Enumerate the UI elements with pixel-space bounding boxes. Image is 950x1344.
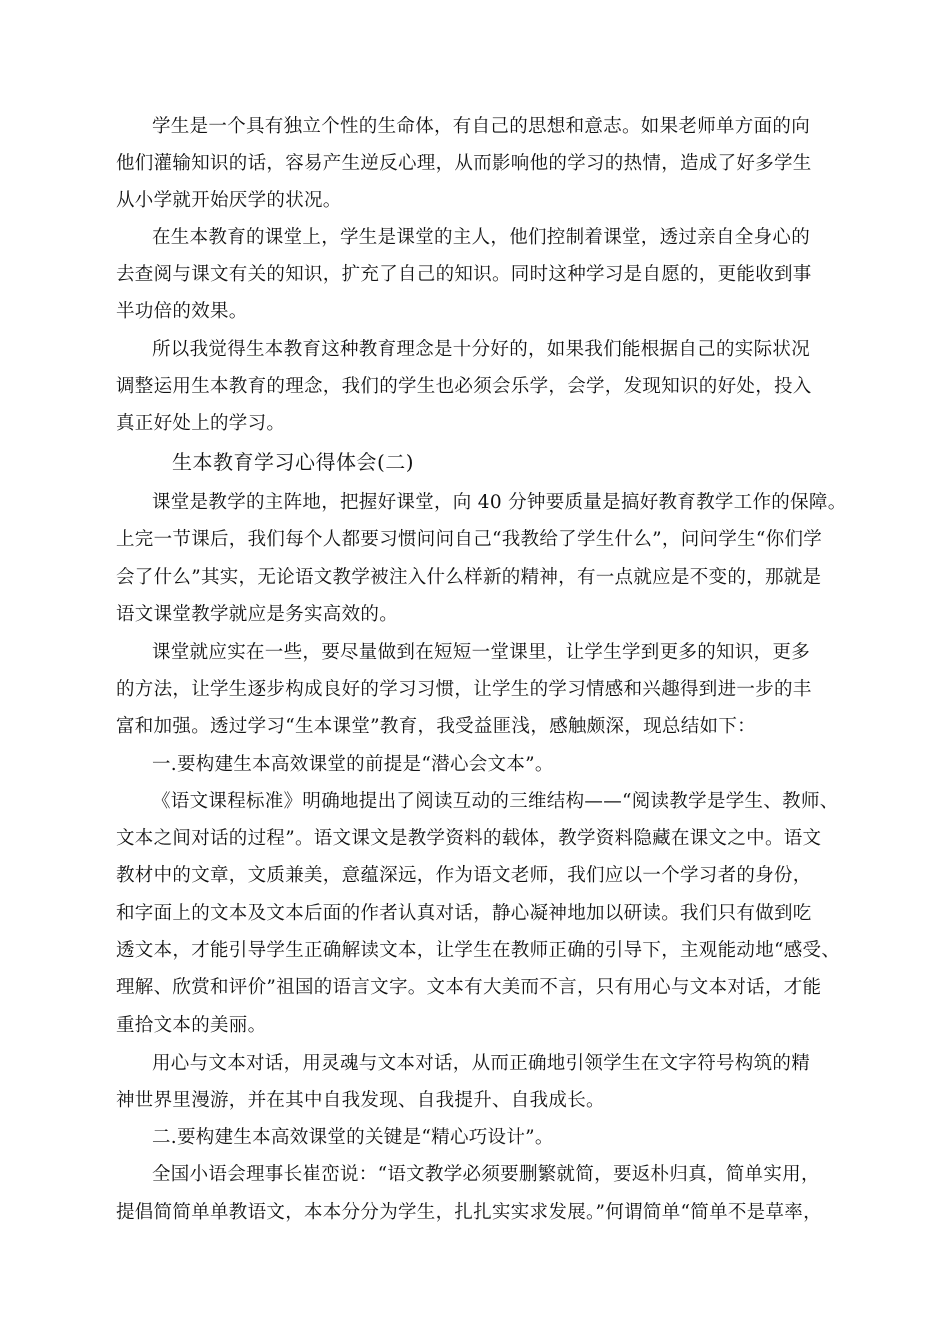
paragraph-line: 全国小语会理事长崔峦说：“语文教学必须要删繁就简，要返朴归真，简单实用， [152, 1164, 820, 1185]
paragraph-line: 学生是一个具有独立个性的生命体，有自己的思想和意志。如果老师单方面的向 [152, 116, 811, 137]
paragraph-line: 在生本教育的课堂上，学生是课堂的主人，他们控制着课堂，透过亲自全身心的 [152, 227, 811, 248]
paragraph-line: 《语文课程标准》明确地提出了阅读互动的三维结构——“阅读教学是学生、教师、 [152, 791, 839, 812]
paragraph-line: 语文课堂教学就应是务实高效的。 [116, 604, 399, 625]
paragraph-line: 提倡简简单单教语文，本本分分为学生，扎扎实实求发展。”何谓简单“简单不是草率， [116, 1202, 822, 1223]
paragraph-line: 富和加强。透过学习“生本课堂”教育，我受益匪浅，感触颇深，现总结如下： [116, 716, 756, 737]
paragraph-line: 用心与文本对话，用灵魂与文本对话，从而正确地引领学生在文字符号构筑的精 [152, 1053, 811, 1074]
paragraph-line: 透文本，才能引导学生正确解读文本，让学生在教师正确的引导下，主观能动地“感受、 [116, 940, 841, 961]
paragraph-line: 和字面上的文本及文本后面的作者认真对话，静心凝神地加以研读。我们只有做到吃 [116, 903, 812, 924]
paragraph-line: 的方法，让学生逐步构成良好的学习习惯，让学生的学习情感和兴趣得到进一步的丰 [116, 679, 812, 700]
paragraph-line: 会了什么”其实，无论语文教学被注入什么样新的精神，有一点就应是不变的，那就是 [116, 567, 822, 588]
paragraph-line: 所以我觉得生本教育这种教育理念是十分好的，如果我们能根据自己的实际状况 [152, 339, 811, 360]
paragraph-line: 他们灌输知识的话，容易产生逆反心理，从而影响他的学习的热情，造成了好多学生 [116, 153, 812, 174]
paragraph-line: 神世界里漫游，并在其中自我发现、自我提升、自我成长。 [116, 1090, 605, 1111]
paragraph-line: 真正好处上的学习。 [116, 413, 286, 434]
paragraph-line: 重拾文本的美丽。 [116, 1015, 267, 1036]
section-heading: 生本教育学习心得体会(二) [172, 450, 415, 474]
paragraph-line: 上完一节课后，我们每个人都要习惯问问自己“我教给了学生什么”，问问学生“你们学 [116, 529, 823, 550]
paragraph-line: 教材中的文章，文质兼美，意蕴深远，作为语文老师，我们应以一个学习者的身份， [116, 865, 812, 886]
paragraph-line: 课堂就应实在一些，要尽量做到在短短一堂课里，让学生学到更多的知识，更多 [152, 642, 811, 663]
paragraph-line: 半功倍的效果。 [116, 301, 248, 322]
paragraph-line: 去查阅与课文有关的知识，扩充了自己的知识。同时这种学习是自愿的，更能收到事 [116, 264, 812, 285]
paragraph-line: 课堂是教学的主阵地，把握好课堂，向 40 分钟要质量是搞好教育教学工作的保障。 [152, 492, 847, 513]
paragraph-line: 理解、欣赏和评价”祖国的语言文字。文本有大美而不言，只有用心与文本对话，才能 [116, 977, 822, 998]
paragraph-line: 二.要构建生本高效课堂的关键是“精心巧设计”。 [152, 1127, 554, 1148]
paragraph-line: 一.要构建生本高效课堂的前提是“潜心会文本”。 [152, 754, 554, 775]
paragraph-line: 调整运用生本教育的理念，我们的学生也必须会乐学，会学，发现知识的好处，投入 [116, 376, 812, 397]
paragraph-line: 从小学就开始厌学的状况。 [116, 190, 342, 211]
paragraph-line: 文本之间对话的过程”。语文课文是教学资料的载体，教学资料隐藏在课文之中。语文 [116, 828, 822, 849]
